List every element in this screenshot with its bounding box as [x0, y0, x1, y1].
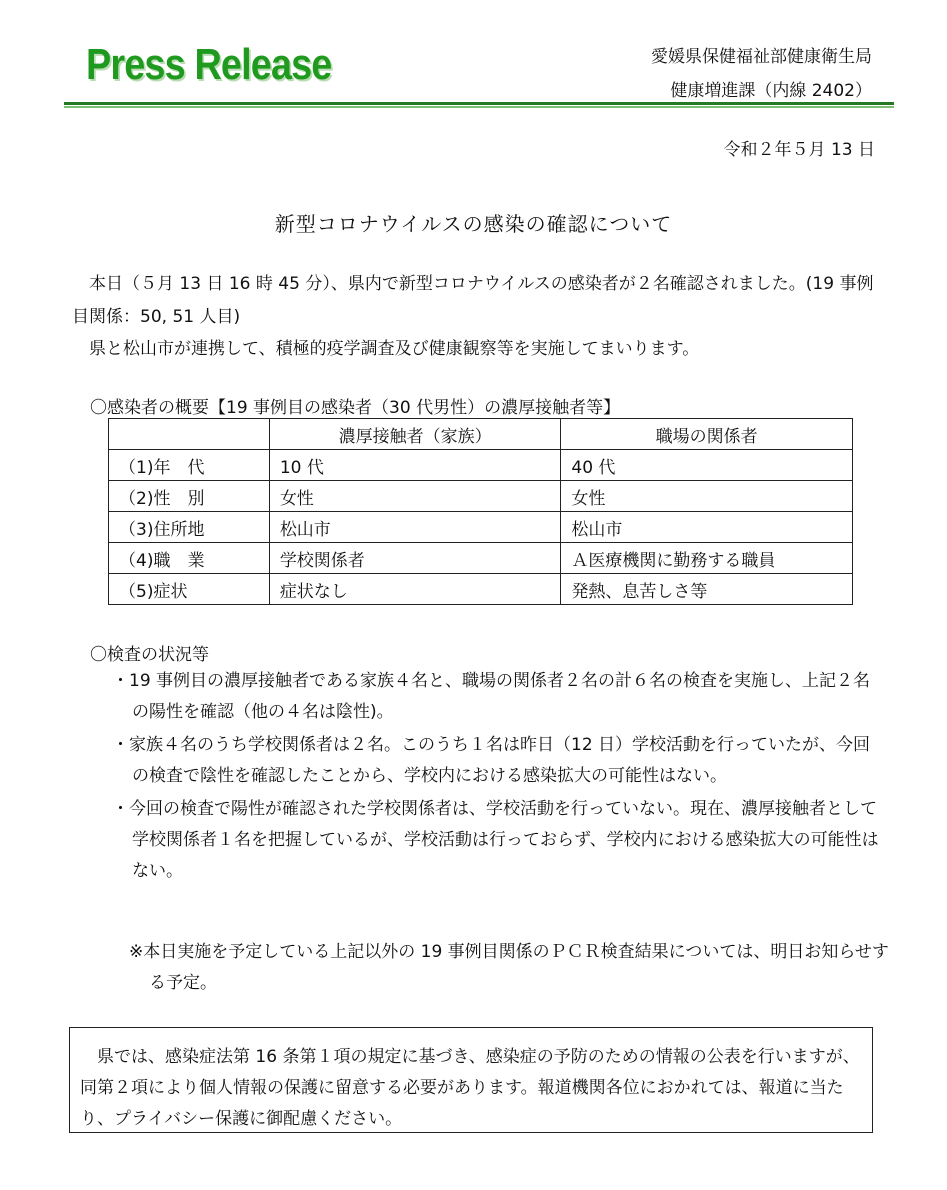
row-label: （4)職 業 — [109, 543, 270, 574]
document-title: 新型コロナウイルスの感染の確認について — [274, 212, 673, 236]
row-label: （2)性 別 — [109, 481, 270, 512]
table-cell: 40 代 — [561, 450, 853, 481]
table-cell: 女性 — [269, 481, 561, 512]
row-label: （5)症状 — [109, 574, 270, 605]
table-header-cell: 濃厚接触者（家族） — [269, 419, 561, 450]
table-row — [109, 481, 853, 512]
table-cell: 10 代 — [269, 450, 561, 481]
table-header-cell: 職場の関係者 — [561, 419, 853, 450]
privacy-notice-box: 県では、感染症法第 16 条第１項の規定に基づき、感染症の予防のための情報の公表を行いますが、同第２項により個人情報の保護に留意する必要があります。報道機関各位におかれては、報道に当たり、プライバシー保護に御配慮ください。 — [69, 1027, 873, 1133]
row-label: （1)年 代 — [109, 450, 270, 481]
table-row — [109, 543, 853, 574]
table-header-cell — [109, 419, 270, 450]
table-cell: 症状なし — [269, 574, 561, 605]
table-row — [109, 512, 853, 543]
section-extension: 健康増進課（内線 2402） — [670, 81, 872, 101]
row-label: （3)住所地 — [109, 512, 270, 543]
table-cell: Ａ医療機関に勤務する職員 — [561, 543, 853, 574]
table-row — [109, 450, 853, 481]
table-header-row — [109, 419, 853, 450]
header-rule — [64, 102, 894, 105]
intro-paragraph-2: 県と松山市が連携して、積極的疫学調査及び健康観察等を実施してまいります。 — [89, 339, 700, 359]
list-item: ・家族４名のうち学校関係者は２名。このうち１名は昨日（12 日）学校活動を行っていたが、今回の検査で陰性を確認したことから、学校内における感染拡大の可能性はない。 — [112, 735, 871, 786]
testing-bullet-list — [112, 666, 879, 889]
pcr-note: ※本日実施を予定している上記以外の 19 事例目関係のＰＣＲ検査結果については、明日お知らせする予定。 — [129, 942, 889, 993]
table-row — [109, 574, 853, 605]
list-item: ・今回の検査で陽性が確認された学校関係者は、学校活動を行っていない。現在、濃厚接触者として学校関係者１名を把握しているが、学校活動は行っておらず、学校内における感染拡大の可能性はない。 — [112, 799, 879, 881]
table-cell: 女性 — [561, 481, 853, 512]
intro-paragraph: 本日（５月 13 日 16 時 45 分）、県内で新型コロナウイルスの感染者が２名確認されました。(19 事例目関係：50, 51 人目) — [72, 274, 874, 327]
overview-heading: 〇感染者の概要【19 事例目の感染者（30 代男性）の濃厚接触者等】 — [90, 398, 621, 418]
department-name: 愛媛県保健福祉部健康衛生局 — [651, 47, 872, 67]
case-overview-table — [108, 418, 853, 605]
table-cell: 松山市 — [561, 512, 853, 543]
testing-heading: 〇検査の状況等 — [90, 645, 209, 665]
release-date: 令和２年５月 13 日 — [723, 140, 875, 160]
table-cell: 松山市 — [269, 512, 561, 543]
table-cell: 学校関係者 — [269, 543, 561, 574]
header-rule-accent — [64, 106, 894, 108]
press-release-logo: Press Release — [86, 40, 332, 89]
table-cell: 発熱、息苦しさ等 — [561, 574, 853, 605]
list-item: ・19 事例目の濃厚接触者である家族４名と、職場の関係者２名の計６名の検査を実施し、上記２名の陽性を確認（他の４名は陰性)。 — [112, 671, 871, 722]
